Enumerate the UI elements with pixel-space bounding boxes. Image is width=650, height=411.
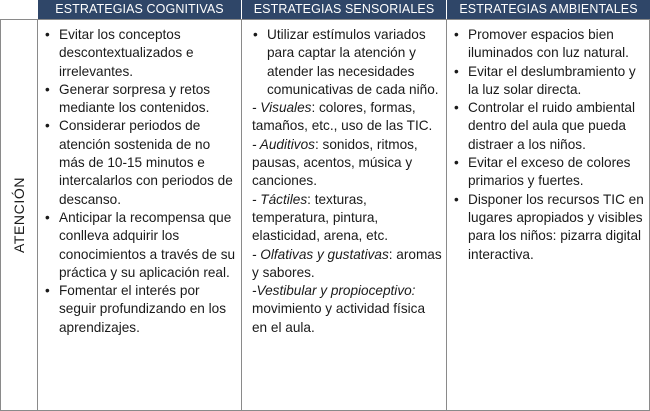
list-item: • Considerar periodos de atención sostenida de no más de 10-15 minutos e intercalarlos con periodos de descanso. [44,117,237,208]
list-item: • Utilizar estímulos variados para captar la atención y atender las necesidades comunicativas de cada niño. [252,26,442,99]
cell-sensoriales [242,19,447,411]
list-item: • Disponer los recursos TIC en lugares apropiados y visibles para los niños: pizarra digital interactiva. [453,191,645,264]
sub-item-term: - Táctiles [252,191,308,207]
sub-item-term: -Vestibular y propioceptivo: [252,283,416,299]
sub-item-text: : sonidos, ritmos, pausas, acentos, música y canciones. [252,136,418,189]
sub-item-term: - Auditivos [252,136,315,152]
header-ambientales: ESTRATEGIAS AMBIENTALES [447,0,650,19]
sub-item-vestibular [252,282,442,337]
header-cognitivas: ESTRATEGIAS COGNITIVAS [38,0,242,19]
table-corner [0,0,38,19]
sub-item-text: : aromas y sabores. [252,246,442,280]
row-label: ATENCIÓN [11,176,27,254]
cell-ambientales [447,19,650,411]
list-item: • Promover espacios bien iluminados con luz natural. [453,26,645,63]
sub-item-text: movimiento y actividad física en el aula. [252,301,426,335]
sub-item-tactiles [252,191,442,246]
header-sensoriales: ESTRATEGIAS SENSORIALES [242,0,447,19]
list-item: • Evitar el deslumbramiento y la luz solar directa. [453,63,645,100]
sub-item-term: - Visuales [252,100,312,116]
list-item: • Evitar los conceptos descontextualizados e irrelevantes. [44,26,237,81]
list-item: • Controlar el ruido ambiental dentro del aula que pueda distraer a los niños. [453,99,645,154]
list-item: • Evitar el exceso de colores primarios y fuertes. [453,154,645,191]
list-item: • Generar sorpresa y retos mediante los contenidos. [44,81,237,118]
sub-item-text: : texturas, temperatura, pintura, elasticidad, arena, etc. [252,191,389,244]
sub-item-visuales [252,99,442,136]
row-label-cell [0,19,38,411]
sub-item-term: - Olfativas y gustativas [252,246,389,262]
list-item: • Anticipar la recompensa que conlleva adquirir los conocimientos a través de su práctica y su aplicación real. [44,209,237,282]
cell-cognitivas [38,19,242,411]
sub-item-olfativas [252,246,442,283]
list-item: • Fomentar el interés por seguir profundizando en los aprendizajes. [44,282,237,337]
sub-item-text: : colores, formas, tamaños, etc., uso de las TIC. [252,100,433,134]
sub-item-auditivos [252,136,442,191]
